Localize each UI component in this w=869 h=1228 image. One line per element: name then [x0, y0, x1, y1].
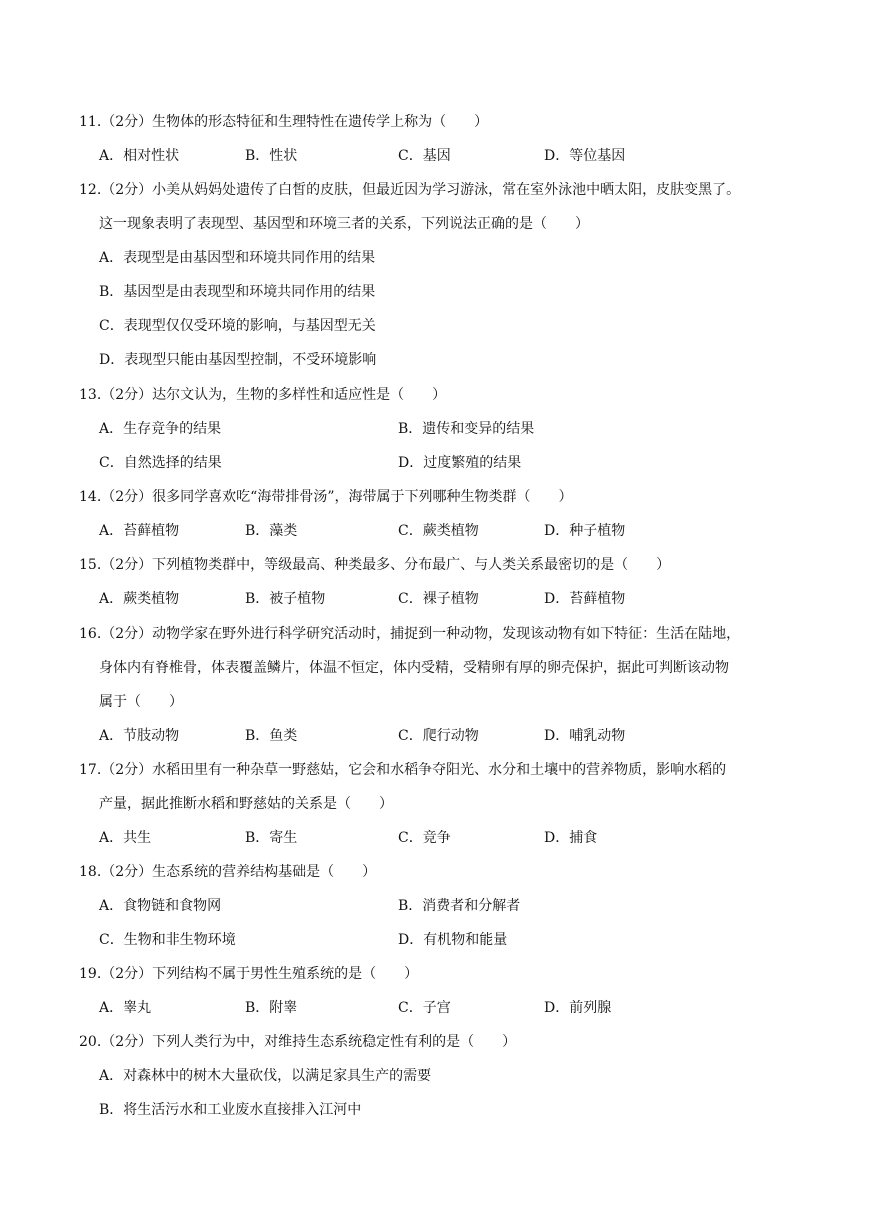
- question-18-option-d: D．有机物和能量: [398, 932, 508, 948]
- question-15-stem: 15.（2分）下列植物类群中，等级最高、种类最多、分布最广、与人类关系最密切的是（ ）: [79, 557, 671, 573]
- question-16-option-b: B．鱼类: [245, 728, 298, 744]
- question-12-option-b: B．基因型是由表现型和环境共同作用的结果: [99, 284, 376, 300]
- question-11-option-a: A．相对性状: [99, 148, 180, 164]
- question-13-option-a: A．生存竞争的结果: [99, 421, 222, 437]
- question-17-option-d: D．捕食: [544, 830, 598, 846]
- question-11-option-d: D．等位基因: [544, 148, 626, 164]
- question-20-stem: 20.（2分）下列人类行为中，对维持生态系统稳定性有利的是（ ）: [79, 1034, 517, 1050]
- question-11-stem: 11.（2分）生物体的形态特征和生理特性在遗传学上称为（ ）: [79, 114, 489, 130]
- question-18-option-c: C．生物和非生物环境: [99, 932, 236, 948]
- question-12-option-a: A．表现型是由基因型和环境共同作用的结果: [99, 250, 376, 266]
- question-16-stem-line-3: 属于（ ）: [99, 694, 183, 710]
- question-13-option-b: B．遗传和变异的结果: [398, 421, 535, 437]
- question-14-option-b: B．藻类: [245, 523, 298, 539]
- question-17-option-c: C．竞争: [398, 830, 451, 846]
- question-17-option-a: A．共生: [99, 830, 152, 846]
- question-12-option-c: C．表现型仅仅受环境的影响，与基因型无关: [99, 318, 376, 334]
- question-20-option-a: A．对森林中的树木大量砍伐，以满足家具生产的需要: [99, 1068, 432, 1084]
- question-17-option-b: B．寄生: [245, 830, 298, 846]
- question-19-option-d: D．前列腺: [544, 1000, 612, 1016]
- question-12-stem-line-1: 12.（2分）小美从妈妈处遗传了白皙的皮肤，但最近因为学习游泳，常在室外泳池中晒太阳，皮肤变黑了。: [79, 182, 741, 198]
- question-17-stem-line-1: 17.（2分）水稻田里有一种杂草一野慈姑，它会和水稻争夺阳光、水分和土壤中的营养物质，影响水稻的: [79, 762, 727, 778]
- question-18-option-b: B．消费者和分解者: [398, 898, 521, 914]
- question-13-option-d: D．过度繁殖的结果: [398, 455, 522, 471]
- question-15-option-b: B．被子植物: [245, 591, 326, 607]
- question-17-stem-line-2: 产量，据此推断水稻和野慈姑的关系是（ ）: [99, 796, 393, 812]
- question-12-option-d: D．表现型只能由基因型控制，不受环境影响: [99, 352, 377, 368]
- question-16-option-d: D．哺乳动物: [544, 728, 626, 744]
- question-19-option-c: C．子宫: [398, 1000, 451, 1016]
- question-13-option-c: C．自然选择的结果: [99, 455, 222, 471]
- question-15-option-a: A．蕨类植物: [99, 591, 180, 607]
- question-20-option-b: B．将生活污水和工业废水直接排入江河中: [99, 1102, 362, 1118]
- question-19-option-a: A．睾丸: [99, 1000, 152, 1016]
- question-19-stem: 19.（2分）下列结构不属于男性生殖系统的是（ ）: [79, 966, 419, 982]
- question-16-stem-line-1: 16.（2分）动物学家在野外进行科学研究活动时，捕捉到一种动物，发现该动物有如下特征：生活在陆地，: [79, 626, 741, 642]
- question-15-option-d: D．苔藓植物: [544, 591, 626, 607]
- question-14-stem: 14.（2分）很多同学喜欢吃“海带排骨汤”，海带属于下列哪种生物类群（ ）: [79, 489, 573, 505]
- question-16-option-c: C．爬行动物: [398, 728, 479, 744]
- question-13-stem: 13.（2分）达尔文认为，生物的多样性和适应性是（ ）: [79, 387, 447, 403]
- question-18-option-a: A．食物链和食物网: [99, 898, 222, 914]
- question-14-option-d: D．种子植物: [544, 523, 626, 539]
- question-18-stem: 18.（2分）生态系统的营养结构基础是（ ）: [79, 864, 377, 880]
- question-14-option-a: A．苔藓植物: [99, 523, 180, 539]
- question-19-option-b: B．附睾: [245, 1000, 298, 1016]
- question-12-stem-line-2: 这一现象表明了表现型、基因型和环境三者的关系，下列说法正确的是（ ）: [99, 216, 589, 232]
- question-16-stem-line-2: 身体内有脊椎骨，体表覆盖鳞片，体温不恒定，体内受精，受精卵有厚的卵壳保护，据此可判断该动物: [99, 660, 729, 676]
- question-11-option-c: C．基因: [398, 148, 451, 164]
- question-11-option-b: B．性状: [245, 148, 298, 164]
- question-15-option-c: C．裸子植物: [398, 591, 479, 607]
- question-14-option-c: C．蕨类植物: [398, 523, 479, 539]
- question-16-option-a: A．节肢动物: [99, 728, 180, 744]
